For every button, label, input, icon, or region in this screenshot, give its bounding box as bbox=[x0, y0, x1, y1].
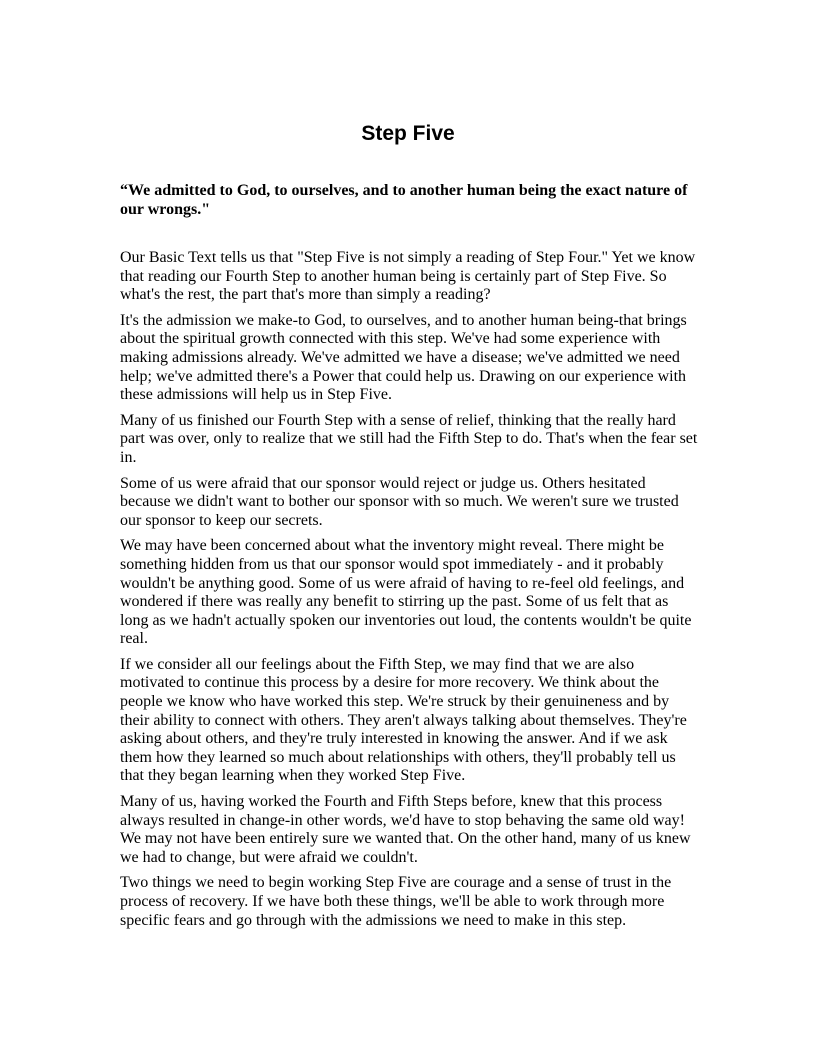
paragraph: Some of us were afraid that our sponsor would reject or judge us. Others hesitated because we didn't want to bother our sponsor with so much. We weren't sure we trusted our sponsor to keep our secrets. bbox=[120, 474, 679, 529]
paragraph: Two things we need to begin working Step Five are courage and a sense of trust in the process of recovery. If we have both these things, we'll be able to work through more specific fears and go through with the admissions we need to make in this step. bbox=[120, 874, 672, 929]
paragraph: We may have been concerned about what the inventory might reveal. There might be something hidden from us that our sponsor would spot immediately - and it probably wouldn't be anything good. Some of us were afraid of having to re-feel old feelings, and wondered if there was really any benefit to stirring up the past. Some of us felt that as long as we hadn't actually spoken our inventories out loud, the contents wouldn't be quite real. bbox=[120, 537, 692, 648]
paragraph: Many of us finished our Fourth Step with a sense of relief, thinking that the really hard part was over, only to realize that we still had the Fifth Step to do. That's when the fear set in. bbox=[120, 411, 698, 466]
paragraph: Many of us, having worked the Fourth and Fifth Steps before, knew that this process always resulted in change-in other words, we'd have to stop behaving the same old way! We may not have been entirely sure we wanted that. On the other hand, many of us knew we had to change, but were afraid we couldn't. bbox=[120, 793, 691, 866]
paragraph: If we consider all our feelings about the Fifth Step, we may find that we are also motivated to continue this process by a desire for more recovery. We think about the people we know who have worked this step. We're struck by their genuineness and by their ability to connect with others. They aren't always talking about themselves. They're asking about others, and they're truly interested in knowing the answer. And if we ask them how they learned so much about relationships with others, they'll probably tell us that they began learning when they worked Step Five. bbox=[120, 655, 687, 785]
body-text bbox=[120, 249, 700, 937]
page-title: Step Five bbox=[361, 122, 455, 145]
paragraph: It's the admission we make-to God, to ourselves, and to another human being-that brings about the spiritual growth connected with this step. We've had some experience with making admissions already. We've admitted we have a disease; we've admitted we need help; we've admitted there's a Power that could help us. Drawing on our experience with these admissions will help us in Step Five. bbox=[120, 311, 687, 404]
paragraph: Our Basic Text tells us that "Step Five is not simply a reading of Step Four." Yet we know that reading our Fourth Step to another human being is certainly part of Step Five. So what's the rest, the part that's more than simply a reading? bbox=[120, 249, 696, 304]
step-quote: “We admitted to God, to ourselves, and to another human being the exact nature of our wrongs." bbox=[120, 182, 688, 218]
